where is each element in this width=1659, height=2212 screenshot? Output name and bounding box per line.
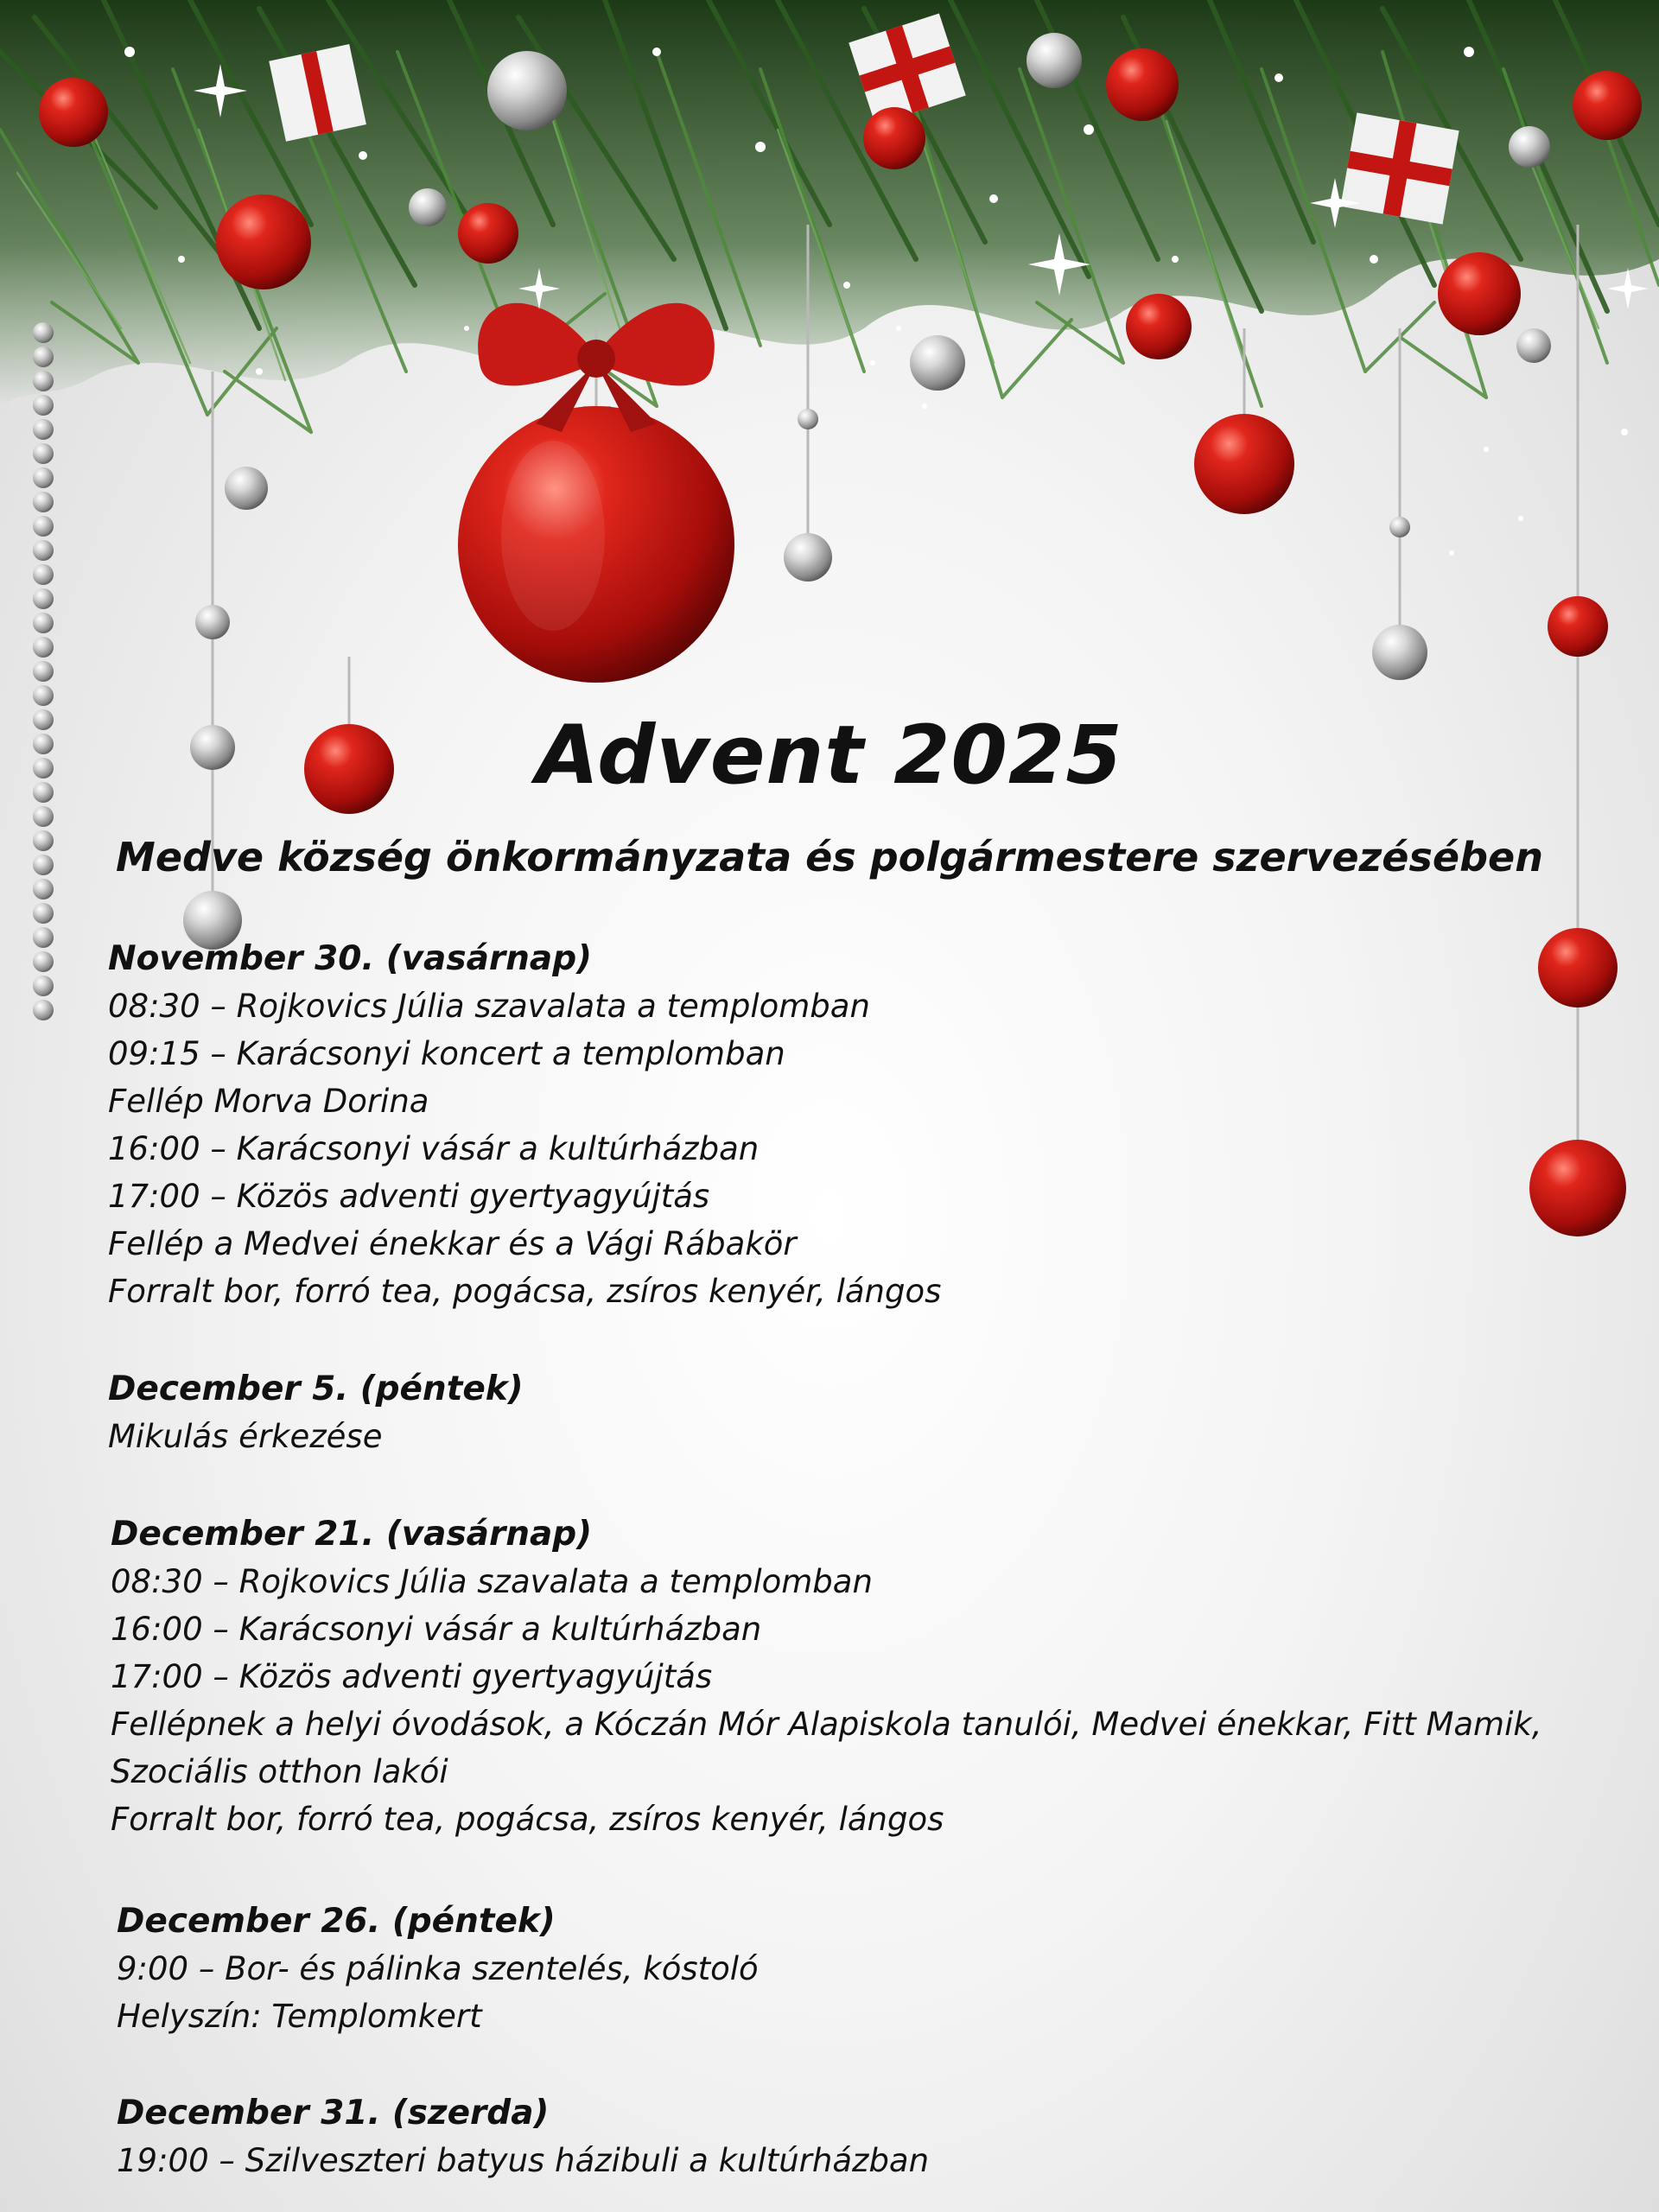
event-line: 16:00 – Karácsonyi vásár a kultúrházban [111,1611,762,1648]
event-line: 19:00 – Szilveszteri batyus házibuli a kultúrházban [117,2142,930,2179]
day-date: November 30. (vasárnap) [108,939,592,978]
event-line: Fellép Morva Dorina [108,1083,429,1120]
day-date: December 21. (vasárnap) [111,1515,593,1554]
event-line: 08:30 – Rojkovics Júlia szavalata a templomban [111,1563,873,1600]
page-title: Advent 2025 [536,709,1123,803]
event-line: Fellépnek a helyi óvodások, a Kóczán Mór Alapiskola tanulói, Medvei énekkar, Fitt Mamik, [111,1706,1542,1743]
event-line: Helyszín: Templomkert [117,1998,482,2035]
event-line: Forralt bor, forró tea, pogácsa, zsíros kenyér, lángos [108,1273,942,1310]
bead-garland [33,322,54,1020]
event-line: Mikulás érkezése [108,1418,383,1455]
event-line: 08:30 – Rojkovics Júlia szavalata a templomban [108,988,870,1025]
event-line: 17:00 – Közös adventi gyertyagyújtás [108,1178,710,1215]
event-line: Szociális otthon lakói [111,1753,448,1790]
event-line: Forralt bor, forró tea, pogácsa, zsíros kenyér, lángos [111,1801,944,1838]
event-line: 09:15 – Karácsonyi koncert a templomban [108,1035,785,1072]
event-line: 9:00 – Bor- és pálinka szentelés, kóstoló [117,1950,759,1987]
day-block [108,1365,1594,1460]
day-block [117,1897,1603,2040]
day-date: December 5. (péntek) [108,1370,524,1408]
day-date: December 26. (péntek) [117,1902,556,1941]
day-block [108,935,1594,1315]
day-block [117,2089,1603,2184]
event-line: 17:00 – Közös adventi gyertyagyújtás [111,1658,713,1695]
event-line: 16:00 – Karácsonyi vásár a kultúrházban [108,1130,760,1167]
page-subtitle: Medve község önkormányzata és polgármestere szervezésében [116,834,1543,880]
event-line: Fellép a Medvei énekkar és a Vági Rábakör [108,1225,797,1262]
day-block [111,1510,1597,1843]
day-date: December 31. (szerda) [117,2094,550,2133]
